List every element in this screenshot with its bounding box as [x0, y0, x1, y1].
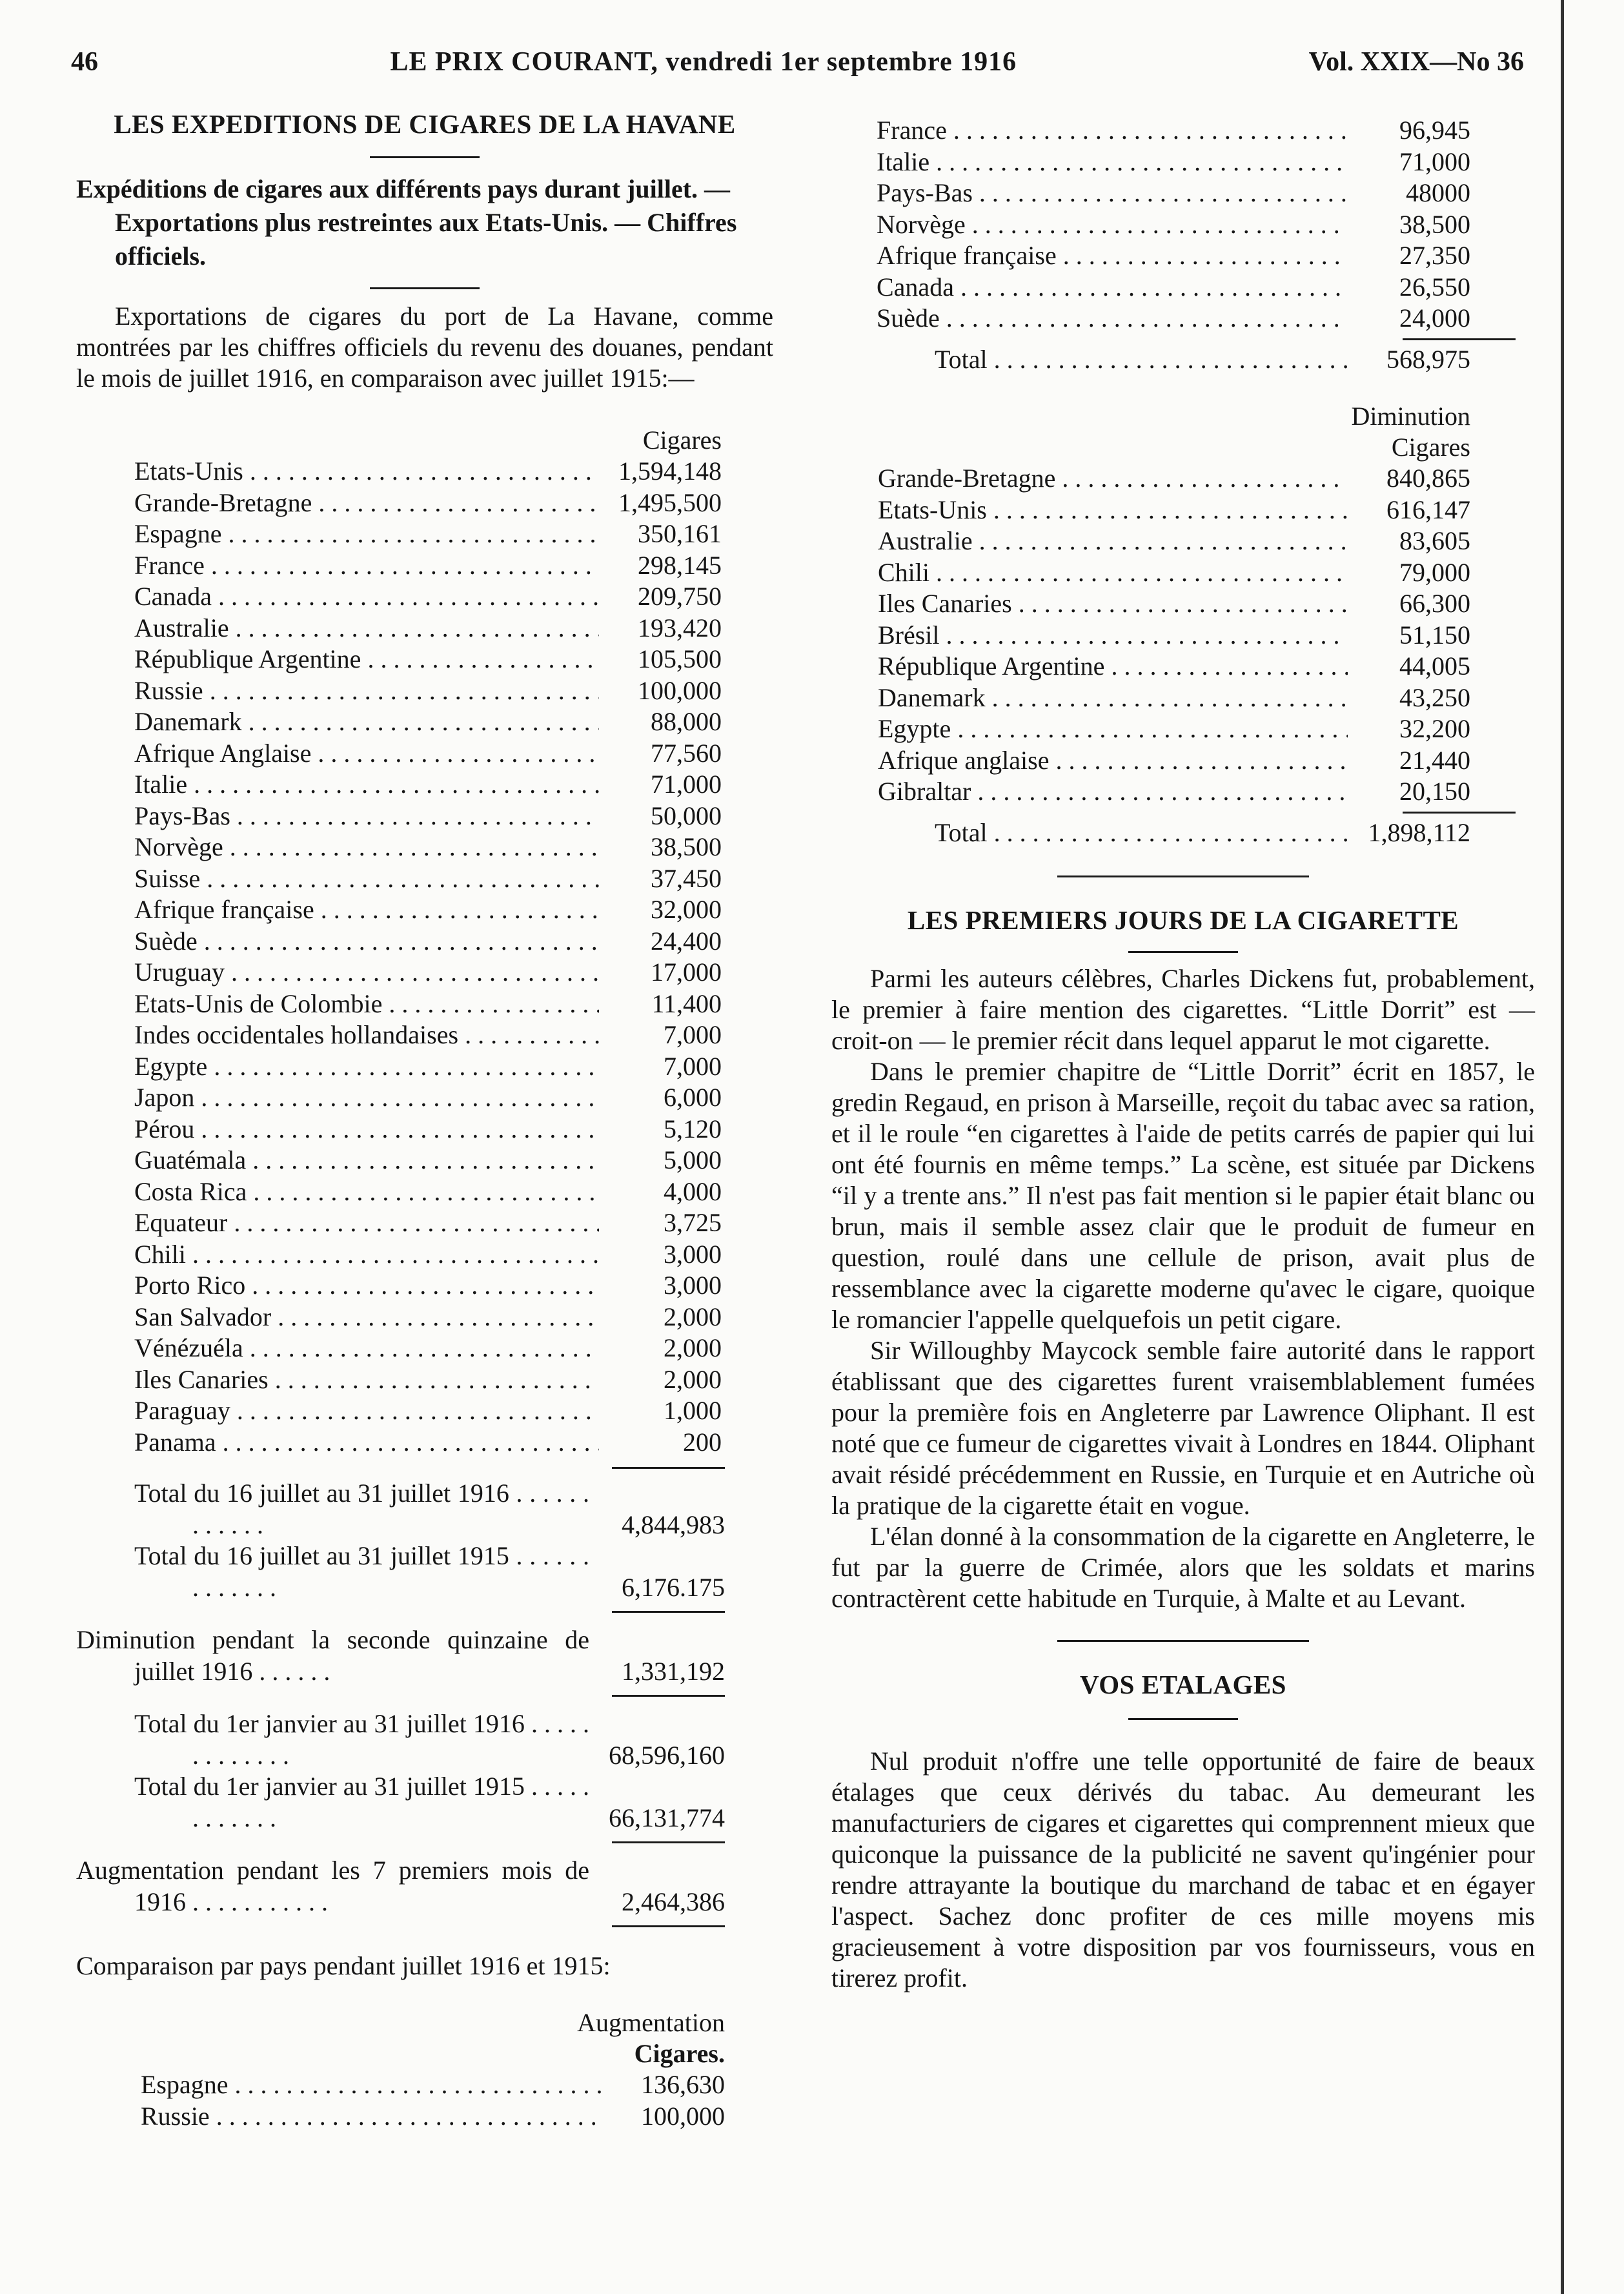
page-header [71, 46, 1524, 85]
export-row [134, 1207, 722, 1239]
cigar-count: 43,250 [1399, 682, 1470, 712]
article3-title: VOS ETALAGES [1080, 1670, 1286, 1699]
sum-rule [612, 1611, 725, 1613]
total-row [76, 1708, 725, 1771]
export-row [134, 1082, 722, 1114]
export-row [134, 988, 722, 1020]
journal-title: LE PRIX COURANT, vendredi 1er septembre 1916 [390, 47, 1017, 77]
cigares-column-header: Cigares [642, 425, 722, 455]
country-name: Iles Canaries . . . [878, 588, 1348, 620]
cigar-count: 7,000 [664, 1020, 722, 1049]
country-name: Costa Rica . . . [134, 1176, 599, 1208]
country-name: Indes occidentales hollandaises . . . [134, 1019, 599, 1051]
diminution-total-value: 1,898,112 [1368, 817, 1470, 847]
cigar-count: 44,005 [1399, 651, 1470, 681]
total-value: 4,844,983 [622, 1510, 725, 1539]
article2-title: LES PREMIERS JOURS DE LA CIGARETTE [907, 905, 1459, 935]
export-row [134, 1051, 722, 1083]
comparison-intro: Comparaison par pays pendant juillet 1916 et 1915: [76, 1951, 611, 1980]
country-name: Russie . . . [141, 2101, 602, 2133]
country-name: Danemark . . . [878, 682, 1348, 714]
diminution-row [878, 526, 1470, 557]
cigar-count: 38,500 [651, 832, 722, 861]
cigar-count: 3,000 [664, 1239, 722, 1269]
export-row [134, 1270, 722, 1302]
sum-rule [612, 1925, 725, 1927]
cigar-count: 840,865 [1386, 464, 1470, 493]
cigar-count: 100,000 [641, 2101, 725, 2131]
country-name: Egypte . . . [134, 1051, 599, 1083]
cigar-count: 32,200 [1399, 714, 1470, 743]
augmentation-label: Augmentation [577, 2008, 725, 2037]
diminution-header [831, 401, 1470, 463]
augmentation-row [877, 115, 1470, 147]
export-row [134, 1427, 722, 1459]
augmentation-row [877, 147, 1470, 178]
cigar-count: 79,000 [1399, 557, 1470, 587]
cigar-count: 88,000 [651, 707, 722, 736]
cigar-count: 32,000 [651, 895, 722, 924]
country-name: Vénézuéla . . . [134, 1333, 599, 1364]
country-name: Danemark . . . [134, 706, 599, 738]
article2-paragraph: Sir Willoughby Maycock semble faire autorité dans le rapport établissant que des cigarettes furent vraisemblablement fumées pour la première fois en Angleterre par Lawrence Oliphant. Il est noté que ce fumeur de cigarettes vivait à Londres en 1844. Oliphant avait résidé précédemment en Russie, en Turquie et en Autriche où la pratique de la cigarette était en vogue. [831, 1336, 1535, 1520]
totals-block [76, 1467, 725, 1927]
cigar-count: 3,000 [664, 1271, 722, 1300]
augmentation-row [141, 2101, 725, 2133]
augmentation-row [877, 178, 1470, 209]
augmentation-total-row [831, 344, 1470, 376]
country-name: Afrique française . . . [134, 894, 599, 926]
cigar-count: 6,000 [664, 1083, 722, 1112]
cigar-count: 24,400 [651, 926, 722, 956]
cigar-count: 209,750 [638, 582, 722, 611]
article-separator-2 [1057, 1640, 1309, 1642]
augmentation-row [141, 2069, 725, 2101]
cigar-count: 5,000 [664, 1145, 722, 1174]
cigar-count: 193,420 [638, 613, 722, 642]
article3-paragraph: Nul produit n'offre une telle opportunité de faire de beaux étalages que ceux dérivés du tabac. Au demeurant les manufacturiers de cigares et cigarettes qui comprennent mieux que quiconque la puissance de la publicité ne savent qu'ingénier pour rendre attrayante la boutique du marchand de tabac et en égayer l'aspect. Sachez donc profiter de ces mille moyens mis gracieusement à votre disposition par vos fournisseurs, vous en tirerez profit. [831, 1746, 1535, 1992]
export-row [134, 1145, 722, 1176]
cigar-count: 77,560 [651, 738, 722, 768]
country-name: Australie . . . [134, 613, 599, 644]
country-name: Panama . . . [134, 1427, 599, 1459]
article2-paragraph: L'élan donné à la consommation de la cigarette en Angleterre, le fut par la guerre de Crimée, alors que les soldats et marins contractèrent cette habitude en Turquie, à Malte et au Levant. [831, 1522, 1535, 1613]
augmentation-total-value: 568,975 [1386, 344, 1470, 374]
cigar-count: 27,350 [1399, 241, 1470, 270]
export-row [134, 644, 722, 675]
country-name: Afrique française . . . [877, 240, 1348, 272]
export-row [134, 894, 722, 926]
cigar-count: 200 [683, 1427, 722, 1457]
diminution-table [831, 463, 1470, 808]
export-row [134, 769, 722, 801]
export-row [134, 1239, 722, 1271]
export-row [134, 456, 722, 487]
country-name: Chili . . . [134, 1239, 599, 1271]
country-name: Suède . . . [877, 303, 1348, 334]
cigar-count: 71,000 [1399, 147, 1470, 176]
cigar-count: 4,000 [664, 1176, 722, 1206]
country-name: Etats-Unis de Colombie . . . [134, 988, 599, 1020]
country-name: Grande-Bretagne . . . [878, 463, 1348, 495]
cigar-count: 96,945 [1399, 116, 1470, 145]
article-subhead: Expéditions de cigares aux différents pays durant juillet. — Exportations plus restreintes aux Etats-Unis. — Chiffres officiels. [76, 174, 737, 271]
export-row [134, 926, 722, 958]
cigar-count: 298,145 [638, 550, 722, 580]
cigar-count: 5,120 [664, 1114, 722, 1143]
subhead-rule [370, 287, 480, 289]
country-name: Pays-Bas . . . [877, 178, 1348, 209]
cigar-count: 11,400 [651, 988, 722, 1018]
country-name: Italie . . . [877, 147, 1348, 178]
country-name: Norvège . . . [877, 209, 1348, 241]
cigar-count: 2,000 [664, 1364, 722, 1394]
volume-number: Vol. XXIX—No 36 [1308, 47, 1524, 77]
total-label: Total du 1er janvier au 31 juillet 1916 . . . . . . . . . . . . . [134, 1709, 589, 1770]
total-row [76, 1541, 725, 1603]
aug-sum-rule [1403, 338, 1516, 340]
diminution-row [878, 495, 1470, 526]
export-row [134, 550, 722, 582]
country-name: Porto Rico . . . [134, 1270, 599, 1302]
cigar-count: 71,000 [651, 770, 722, 799]
export-row [134, 1114, 722, 1145]
country-name: Uruguay . . . [134, 957, 599, 988]
cigar-count: 17,000 [651, 958, 722, 987]
export-row [134, 801, 722, 832]
cigar-count: 1,000 [664, 1396, 722, 1425]
total-row [76, 1855, 725, 1918]
export-row [134, 1364, 722, 1396]
export-row [134, 1019, 722, 1051]
diminution-row [878, 745, 1470, 777]
diminution-row [878, 557, 1470, 589]
cigar-count: 350,161 [638, 519, 722, 548]
sum-rule [612, 1467, 725, 1469]
export-row [134, 1395, 722, 1427]
country-name: Paraguay . . . [134, 1395, 599, 1427]
country-name: Afrique Anglaise . . . [134, 738, 599, 770]
augmentation-row [877, 209, 1470, 241]
article-intro: Exportations de cigares du port de La Havane, comme montrées par les chiffres officiels du revenu des douanes, pendant le mois de juillet 1916, en comparaison avec juillet 1915:— [76, 302, 773, 393]
export-row [134, 1333, 722, 1364]
export-row [134, 518, 722, 550]
diminution-row [878, 463, 1470, 495]
export-row [134, 487, 722, 519]
article-separator [1057, 876, 1309, 877]
article3-title-rule [1128, 1718, 1238, 1720]
cigar-count: 100,000 [638, 675, 722, 705]
country-name: Chili . . . [878, 557, 1348, 589]
export-row [134, 706, 722, 738]
country-name: Suisse . . . [134, 863, 599, 895]
diminution-row [878, 776, 1470, 808]
total-value: 6,176.175 [622, 1572, 725, 1602]
country-name: Egypte . . . [878, 713, 1348, 745]
scan-edge-line [1561, 0, 1564, 2294]
country-name: Brésil . . . [878, 620, 1348, 651]
export-row [134, 957, 722, 988]
article-title: LES EXPEDITIONS DE CIGARES DE LA HAVANE [114, 109, 736, 139]
export-row [134, 1176, 722, 1208]
cigar-count: 21,440 [1399, 745, 1470, 775]
cigar-count: 66,300 [1399, 589, 1470, 618]
country-name: Gibraltar . . . [878, 776, 1348, 808]
diminution-row [878, 620, 1470, 651]
country-name: Grande-Bretagne . . . [134, 487, 599, 519]
left-column [76, 105, 773, 2132]
article3-body [831, 1746, 1535, 1994]
augmentation-total-label: Total . . . [935, 344, 1348, 376]
cigar-count: 616,147 [1386, 495, 1470, 524]
augmentation-header [76, 2007, 725, 2069]
diminution-sublabel: Cigares [1391, 433, 1470, 462]
country-name: Equateur . . . [134, 1207, 599, 1239]
total-label: Total du 16 juillet au 31 juillet 1916 . . . . . . . . . . . . [134, 1479, 589, 1539]
dim-sum-rule [1403, 812, 1516, 814]
country-name: Australie . . . [878, 526, 1348, 557]
total-row [76, 1771, 725, 1834]
cigar-count: 7,000 [664, 1051, 722, 1081]
export-row [134, 863, 722, 895]
total-value: 68,596,160 [609, 1740, 725, 1770]
article2-paragraph: Dans le premier chapitre de “Little Dorrit” écrit en 1857, le gredin Regaud, en prison à Marseille, reçoit du tabac avec sa ration, et il le roule “en cigarettes à l'aide de petits carrés de papier qui lui ont été fournis en même temps.” La scène, est située par Dickens “il y a trente ans.” Il n'est pas fait mention si le papier était blanc ou brun, mais il semble assez clair que le produit de fumeur en question, roulé dans une cellule de prison, avait plus de ressemblance avec la cigarette moderne qu'avec le cigare, quoique le romancier l'appelle quelquefois un petit cigare. [831, 1057, 1535, 1334]
country-name: Italie . . . [134, 769, 599, 801]
country-name: Guatémala . . . [134, 1145, 599, 1176]
title-rule [370, 156, 480, 158]
diminution-row [878, 713, 1470, 745]
diminution-row [878, 682, 1470, 714]
cigar-count: 48000 [1406, 178, 1470, 207]
total-label: Diminution pendant la seconde quinzaine de juillet 1916 . . . . . . [76, 1625, 589, 1686]
cigar-count: 38,500 [1399, 209, 1470, 239]
country-name: Iles Canaries . . . [134, 1364, 599, 1396]
export-row [134, 613, 722, 644]
cigar-count: 136,630 [641, 2070, 725, 2099]
augmentation-sublabel: Cigares. [634, 2039, 725, 2068]
country-name: San Salvador . . . [134, 1302, 599, 1333]
cigar-count: 51,150 [1399, 620, 1470, 650]
article2-paragraph: Parmi les auteurs célèbres, Charles Dickens fut, probablement, le premier à faire mention des cigarettes. “Little Dorrit” est — croit-on — le premier récit dans lequel apparut le mot cigarette. [831, 964, 1535, 1055]
total-label: Total du 16 juillet au 31 juillet 1915 . . . . . . . . . . . . . [134, 1541, 589, 1602]
country-name: Canada . . . [134, 581, 599, 613]
sum-rule [612, 1695, 725, 1697]
cigar-count: 26,550 [1399, 272, 1470, 302]
export-row [134, 832, 722, 863]
country-name: Japon . . . [134, 1082, 599, 1114]
total-label: Total du 1er janvier au 31 juillet 1915 . . . . . . . . . . . . [134, 1772, 589, 1832]
country-name: Etats-Unis . . . [134, 456, 599, 487]
country-name: République Argentine . . . [134, 644, 599, 675]
country-name: Suède . . . [134, 926, 599, 958]
export-table [76, 456, 722, 1458]
cigar-count: 24,000 [1399, 303, 1470, 333]
augmentation-table [76, 2069, 725, 2132]
cigar-count: 3,725 [664, 1208, 722, 1237]
country-name: France . . . [134, 550, 599, 582]
article2-body [831, 963, 1535, 1614]
country-name: Espagne . . . [141, 2069, 602, 2101]
total-value: 2,464,386 [622, 1887, 725, 1916]
total-value: 1,331,192 [622, 1656, 725, 1686]
cigar-count: 37,450 [651, 863, 722, 893]
cigar-count: 20,150 [1399, 777, 1470, 806]
cigar-count: 1,495,500 [618, 487, 722, 517]
country-name: Etats-Unis . . . [878, 495, 1348, 526]
country-name: Espagne . . . [134, 518, 599, 550]
right-column [831, 115, 1535, 1994]
cigar-count: 2,000 [664, 1333, 722, 1362]
diminution-total-label: Total . . . [935, 817, 1348, 849]
country-name: Afrique anglaise . . . [878, 745, 1348, 777]
diminution-row [878, 588, 1470, 620]
cigar-count: 83,605 [1399, 526, 1470, 555]
country-name: Russie . . . [134, 675, 599, 707]
export-row [134, 1302, 722, 1333]
diminution-total-row [831, 817, 1470, 849]
article2-title-rule [1128, 951, 1238, 953]
totals-list [76, 1478, 725, 1927]
page-number: 46 [71, 47, 98, 77]
augmentation-row [877, 240, 1470, 272]
country-name: Pays-Bas . . . [134, 801, 599, 832]
augmentation-row [877, 303, 1470, 334]
country-name: République Argentine . . . [878, 651, 1348, 682]
sum-rule [612, 1841, 725, 1843]
cigar-count: 105,500 [638, 644, 722, 673]
augmentation-row [877, 272, 1470, 303]
country-name: Norvège . . . [134, 832, 599, 863]
total-label: Augmentation pendant les 7 premiers mois de 1916 . . . . . . . . . . . [76, 1856, 589, 1916]
export-row [134, 581, 722, 613]
country-name: France . . . [877, 115, 1348, 147]
total-row [76, 1478, 725, 1541]
total-value: 66,131,774 [609, 1803, 725, 1832]
country-name: Pérou . . . [134, 1114, 599, 1145]
total-row [76, 1624, 725, 1687]
cigar-count: 1,594,148 [618, 456, 722, 486]
export-row [134, 675, 722, 707]
country-name: Canada . . . [877, 272, 1348, 303]
diminution-label: Diminution [1351, 402, 1470, 431]
cigar-count: 2,000 [664, 1302, 722, 1331]
diminution-row [878, 651, 1470, 682]
augmentation-table-continued [831, 115, 1470, 334]
export-row [134, 738, 722, 770]
cigar-count: 50,000 [651, 801, 722, 830]
